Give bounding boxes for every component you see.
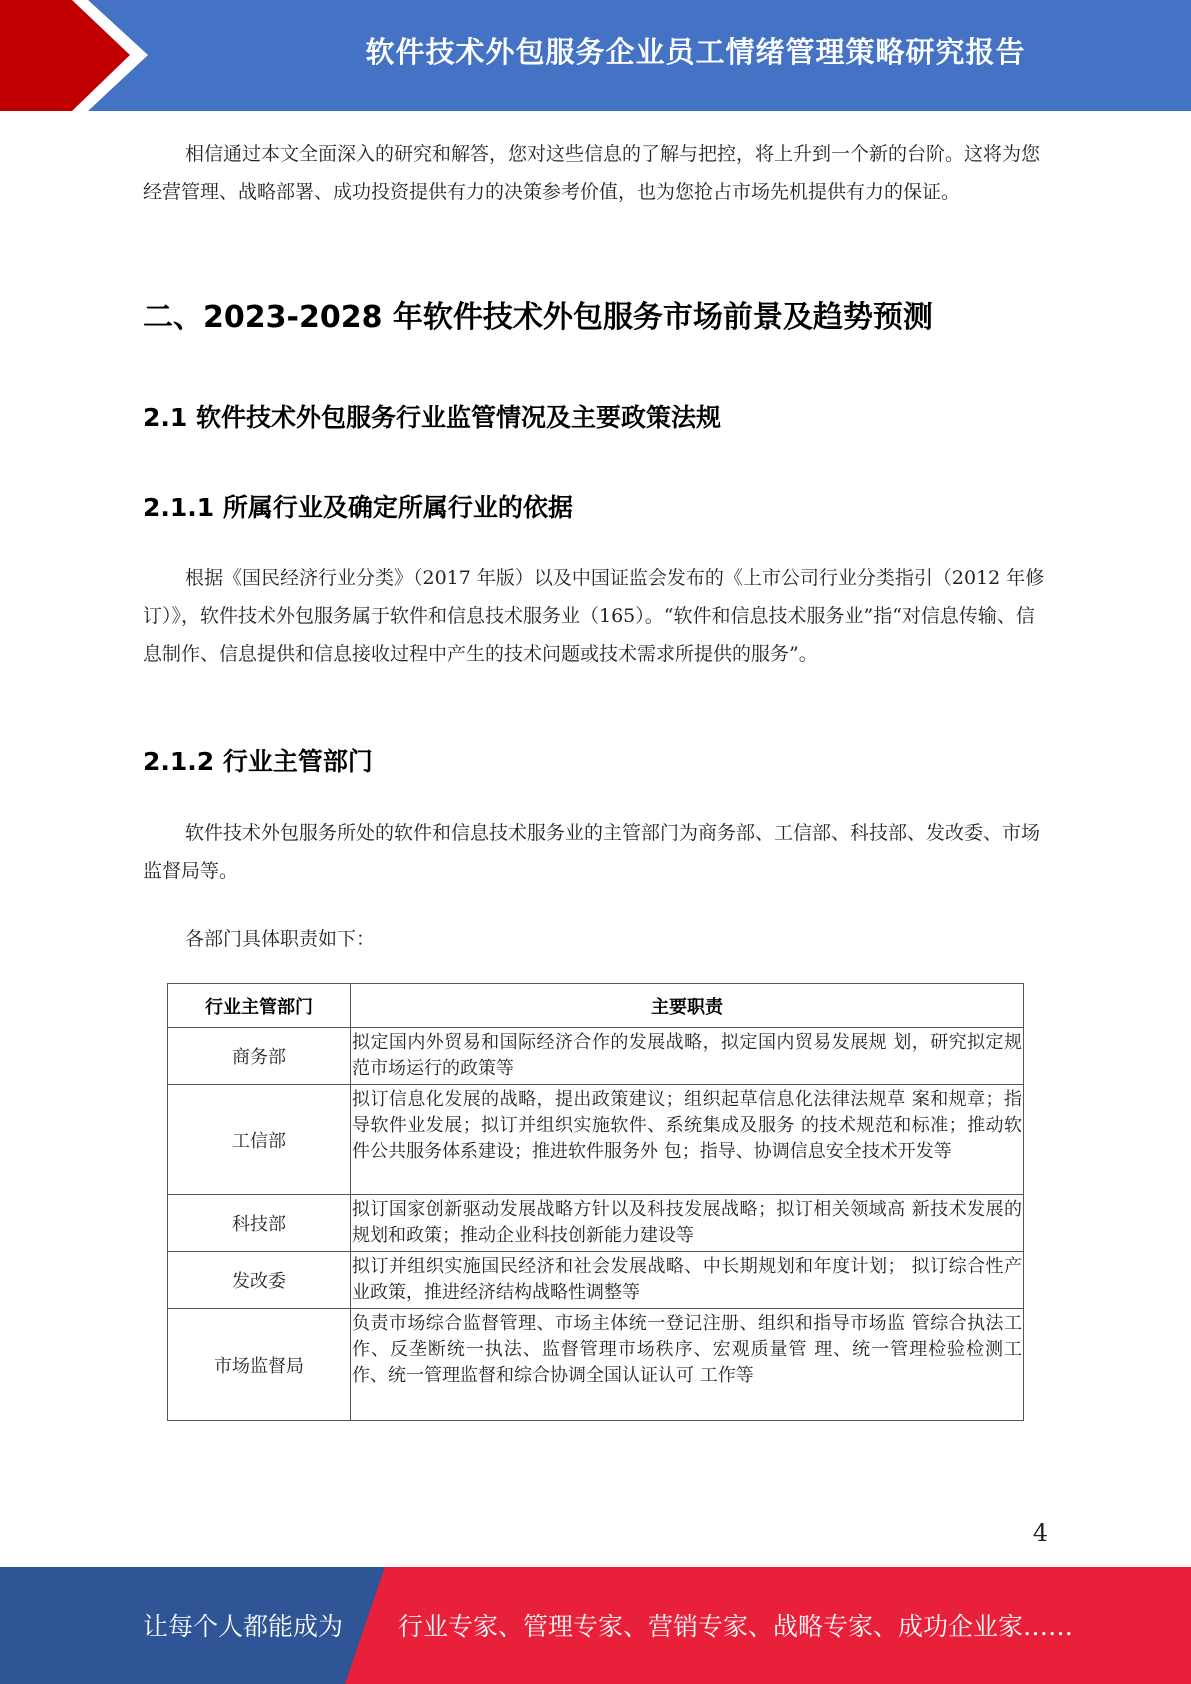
duty-cell: 拟定国内外贸易和国际经济合作的发展战略，拟定国内贸易发展规 划，研究拟定规范市场运行的政策等 [351, 1028, 1024, 1085]
table-row [168, 1309, 1024, 1421]
department-cell: 工信部 [168, 1085, 351, 1195]
page-footer [0, 1567, 1191, 1684]
table-row [168, 1252, 1024, 1309]
department-cell: 市场监督局 [168, 1309, 351, 1421]
table-row [168, 1195, 1024, 1252]
section-2-1-1-heading: 2.1.1 所属行业及确定所属行业的依据 [143, 493, 573, 522]
section-2-1-2-paragraph: 软件技术外包服务所处的软件和信息技术服务业的主管部门为商务部、工信部、科技部、发改委、市场监督局等。 [143, 822, 1041, 882]
column-header-duty: 主要职责 [351, 984, 1024, 1028]
section-2-1-heading: 2.1 软件技术外包服务行业监管情况及主要政策法规 [143, 403, 721, 432]
department-cell: 发改委 [168, 1252, 351, 1309]
duty-cell: 拟订信息化发展的战略，提出政策建议；组织起草信息化法律法规草 案和规章；指导软件业发展；拟订并组织实施软件、系统集成及服务 的技术规范和标准；推动软件公共服务体系建设；推进软件服务外 包；指导、协调信息安全技术开发等 [351, 1085, 1024, 1195]
duty-cell: 拟订并组织实施国民经济和社会发展战略、中长期规划和年度计划； 拟订综合性产业政策，推进经济结构战略性调整等 [351, 1252, 1024, 1309]
department-cell: 科技部 [168, 1195, 351, 1252]
table-row [168, 1028, 1024, 1085]
table-header-row [168, 984, 1024, 1028]
page-header [0, 0, 1191, 111]
footer-slogan-left: 让每个人都能成为 [143, 1612, 344, 1641]
table-lead-text: 各部门具体职责如下： [185, 928, 376, 950]
intro-paragraph: 相信通过本文全面深入的研究和解答，您对这些信息的了解与把控，将上升到一个新的台阶。这将为您经营管理、战略部署、成功投资提供有力的决策参考价值，也为您抢占市场先机提供有力的保证。 [143, 143, 1041, 203]
department-duty-table [167, 983, 1024, 1421]
footer-slogan-right: 行业专家、管理专家、营销专家、战略专家、成功企业家…… [398, 1612, 1074, 1641]
duty-cell: 负责市场综合监督管理、市场主体统一登记注册、组织和指导市场监 管综合执法工作、反垄断统一执法、监督管理市场秩序、宏观质量管 理、统一管理检验检测工作、统一管理监督和综合协调全国认证认可 工作等 [351, 1309, 1024, 1421]
department-cell: 商务部 [168, 1028, 351, 1085]
page-number: 4 [1032, 1519, 1048, 1547]
table-row [168, 1085, 1024, 1195]
report-title: 软件技术外包服务企业员工情绪管理策略研究报告 [365, 35, 1026, 69]
chevron-arrow-icon [0, 0, 160, 111]
duty-cell: 拟订国家创新驱动发展战略方针以及科技发展战略；拟订相关领域高 新技术发展的规划和政策；推动企业科技创新能力建设等 [351, 1195, 1024, 1252]
section-2-1-1-paragraph: 根据《国民经济行业分类》（2017 年版）以及中国证监会发布的《上市公司行业分类指引（2012 年修订）》，软件技术外包服务属于软件和信息技术服务业（165）。“软件和信息技术服务业”指“对信息传输、信息制作、信息提供和信息接收过程中产生的技术问题或技术需求所提供的服务”。 [143, 567, 1045, 665]
column-header-department: 行业主管部门 [168, 984, 351, 1028]
section-2-heading: 二、2023-2028 年软件技术外包服务市场前景及趋势预测 [143, 300, 933, 335]
section-2-1-2-heading: 2.1.2 行业主管部门 [143, 747, 373, 776]
